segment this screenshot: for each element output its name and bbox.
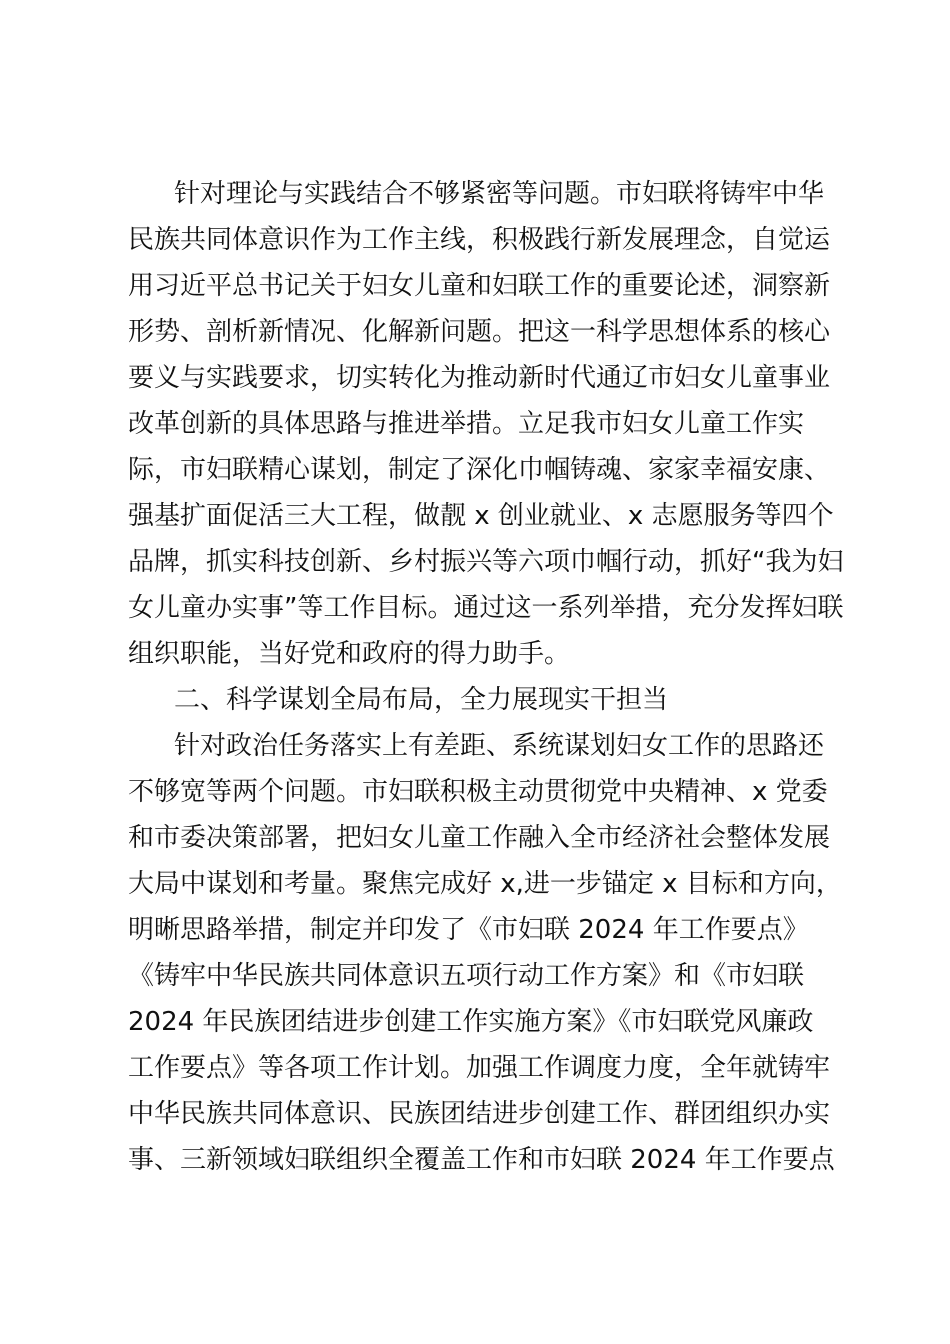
- text-line: 强基扩面促活三大工程，做靓 x 创业就业、x 志愿服务等四个: [128, 501, 834, 531]
- text-line: 要义与实践要求，切实转化为推动新时代通辽市妇女儿童事业: [128, 363, 831, 393]
- text-line: 事、三新领域妇联组织全覆盖工作和市妇联 2024 年工作要点: [128, 1145, 835, 1175]
- document-body: [128, 171, 844, 1183]
- text-line: 用习近平总书记关于妇女儿童和妇联工作的重要论述，洞察新: [128, 271, 831, 301]
- text-line: 女儿童办实事”等工作目标。通过这一系列举措，充分发挥妇联: [128, 593, 844, 623]
- text-line: 中华民族共同体意识、民族团结进步创建工作、群团组织办实: [128, 1099, 831, 1129]
- text-line: 二、科学谋划全局布局，全力展现实干担当: [174, 685, 669, 715]
- text-line: 和市委决策部署，把妇女儿童工作融入全市经济社会整体发展: [128, 823, 831, 853]
- text-line: 形势、剖析新情况、化解新问题。把这一科学思想体系的核心: [128, 317, 831, 347]
- text-line: 际，市妇联精心谋划，制定了深化巾帼铸魂、家家幸福安康、: [128, 455, 831, 485]
- text-line: 2024 年民族团结进步创建工作实施方案》《市妇联党风廉政: [128, 1007, 814, 1037]
- text-line: 品牌，抓实科技创新、乡村振兴等六项巾帼行动，抓好“我为妇: [128, 547, 844, 577]
- text-line: 针对理论与实践结合不够紧密等问题。市妇联将铸牢中华: [174, 179, 825, 209]
- text-line: 民族共同体意识作为工作主线，积极践行新发展理念，自觉运: [128, 225, 831, 255]
- text-line: 《铸牢中华民族共同体意识五项行动工作方案》和《市妇联: [128, 961, 805, 991]
- text-line: 工作要点》等各项工作计划。加强工作调度力度，全年就铸牢: [128, 1053, 831, 1083]
- text-line: 不够宽等两个问题。市妇联积极主动贯彻党中央精神、x 党委: [128, 777, 828, 807]
- text-line: 组织职能，当好党和政府的得力助手。: [128, 639, 571, 669]
- text-line: 明晰思路举措，制定并印发了《市妇联 2024 年工作要点》: [128, 915, 809, 945]
- text-line: 针对政治任务落实上有差距、系统谋划妇女工作的思路还: [174, 731, 825, 761]
- text-line: 改革创新的具体思路与推进举措。立足我市妇女儿童工作实: [128, 409, 805, 439]
- text-line: 大局中谋划和考量。聚焦完成好 x,进一步锚定 x 目标和方向，: [128, 869, 842, 899]
